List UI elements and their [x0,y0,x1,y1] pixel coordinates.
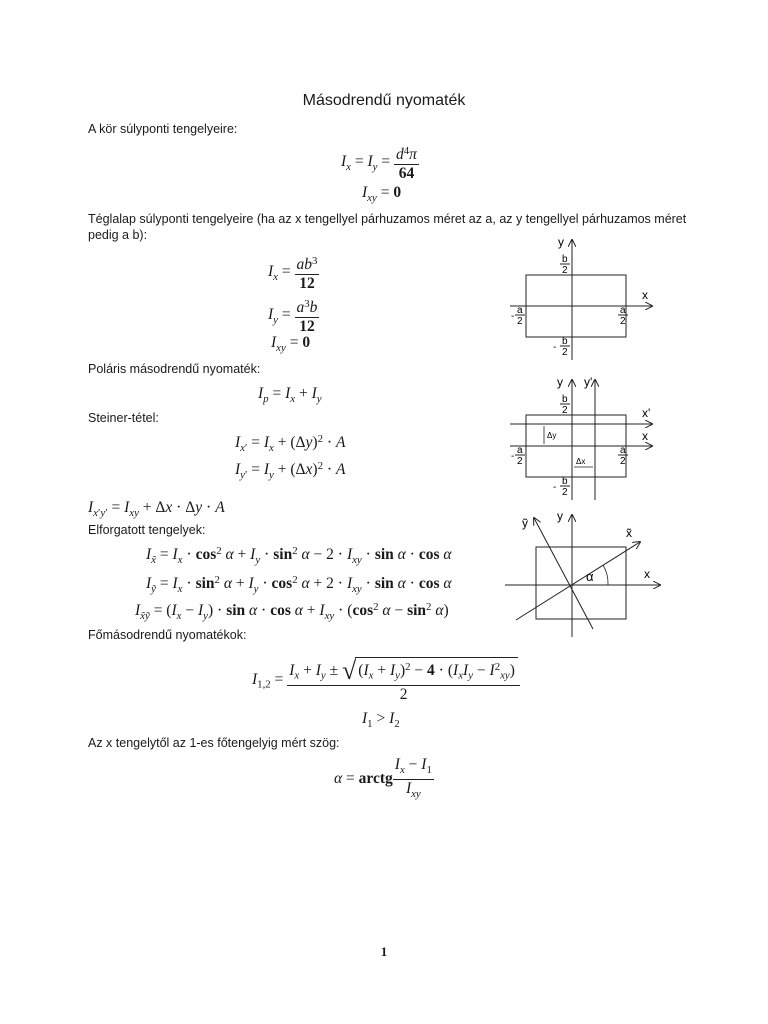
svg-text:2: 2 [620,456,626,467]
steiner-section-intro: Steiner-tétel: [88,411,159,425]
formula-circle-ixy: $I_{xy} = 0$ [362,184,402,204]
circle-section-intro: A kör súlyponti tengelyeire: [88,122,238,136]
svg-text:2: 2 [517,456,523,467]
svg-text:-: - [511,451,515,462]
svg-text:2: 2 [620,316,626,327]
svg-text:2: 2 [517,316,523,327]
formula-angle: α = arctg $\frac{I_x - I_1}{I_{xy}}$ [334,756,432,800]
page-number: 1 [380,944,388,959]
formula-polar: $I_p = I_x + I_y$ [258,385,322,405]
label-delta-y: Δy [547,431,557,440]
svg-text:2: 2 [562,265,568,276]
formula-rotated-ix: $I_{x̃} = I_x \cdot \cos^2 \alpha + I_y \cdot \sin^2 \alpha - 2 \cdot I_{xy} \cdot \sin \alpha \cdot \cos \alpha$ [146,545,452,566]
label-y-prime: y' [584,375,593,389]
svg-text:2: 2 [562,405,568,416]
principal-section-intro: Főmásodrendű nyomatékok: [88,628,247,642]
formula-rect-ixy: $I_{xy} = 0$ [271,334,311,354]
angle-section-intro: Az x tengelytől az 1-es főtengelyig mért szög: [88,736,340,750]
formula-rect-ix: $I_x$ = $\frac{ab^3}{12}$ [268,252,319,293]
formula-rect-iy: $I_y$ = $\frac{a^3b}{12}$ [268,295,319,336]
polar-section-intro: Poláris másodrendű nyomaték: [88,362,261,376]
rect-section-intro: Téglalap súlyponti tengelyeire (ha az x tengellyel párhuzamos méret az a, az y tengellyel párhuzamos méret pedig a b): [88,212,687,242]
svg-text:a: a [620,445,626,456]
svg-text:2: 2 [562,347,568,358]
label-y: y [557,375,563,389]
formula-steiner-ix: $I_{x'} = I_x + (\Delta y)^2 \cdot A$ [235,433,346,454]
formula-circle-ix-iy: $I_x = I_y$ = $\frac{d^4\pi}{64}$ [341,142,419,183]
label-delta-x: Δx [576,457,586,466]
formula-principal: $I_{1,2}$ = $\frac{I_x + I_y \pm √ (I_x + I_y)^2 - 4 \cdot (I_xI_y - I^2_{xy})}{2}$ [252,657,520,704]
svg-text:-: - [511,311,515,322]
label-y: y [558,235,564,249]
steiner-diagram [500,370,670,505]
formula-steiner-iy: $I_{y'} = I_y + (\Delta x)^2 \cdot A$ [235,460,346,481]
rect-centroid-diagram [500,230,670,365]
label-x: x [642,429,648,443]
label-y-tilde: ỹ [522,516,528,530]
svg-text:a: a [620,305,626,316]
rotated-axes-diagram [500,505,670,640]
formula-principal-order: $I_1 > I_2$ [362,710,400,730]
svg-text:-: - [553,482,557,493]
svg-text:b: b [562,476,568,487]
formula-steiner-ixy: $I_{x'y'} = I_{xy} + \Delta x \cdot \Delta y \cdot A$ [88,499,225,519]
label-x-prime: x' [642,406,651,420]
label-b: b [562,254,568,265]
label-x-tilde: x̃ [626,526,632,540]
svg-text:-: - [553,342,557,353]
label-y: y [557,509,563,523]
svg-text:b: b [562,394,568,405]
label-x: x [642,288,648,302]
formula-rotated-ixy: $I_{x̃ỹ} = (I_x - I_y) \cdot \sin \alpha \cdot \cos \alpha + I_{xy} \cdot (\cos^2$ $\alpha - \sin^2 \alpha$) [135,601,449,622]
svg-text:a: a [517,445,523,456]
formula-rotated-iy: $I_ỹ = I_x \cdot \sin^2 \alpha + I_y \cdot \cos^2 \alpha + 2 \cdot I_{xy} \cdot \sin \alpha \cdot \cos \alpha$ [146,574,452,595]
label-alpha: α [586,569,594,584]
svg-text:b: b [562,336,568,347]
svg-text:2: 2 [562,487,568,498]
svg-text:a: a [517,305,523,316]
rotated-section-intro: Elforgatott tengelyek: [88,523,206,537]
label-x: x [644,567,650,581]
page-title: Másodrendű nyomaték [302,92,466,109]
